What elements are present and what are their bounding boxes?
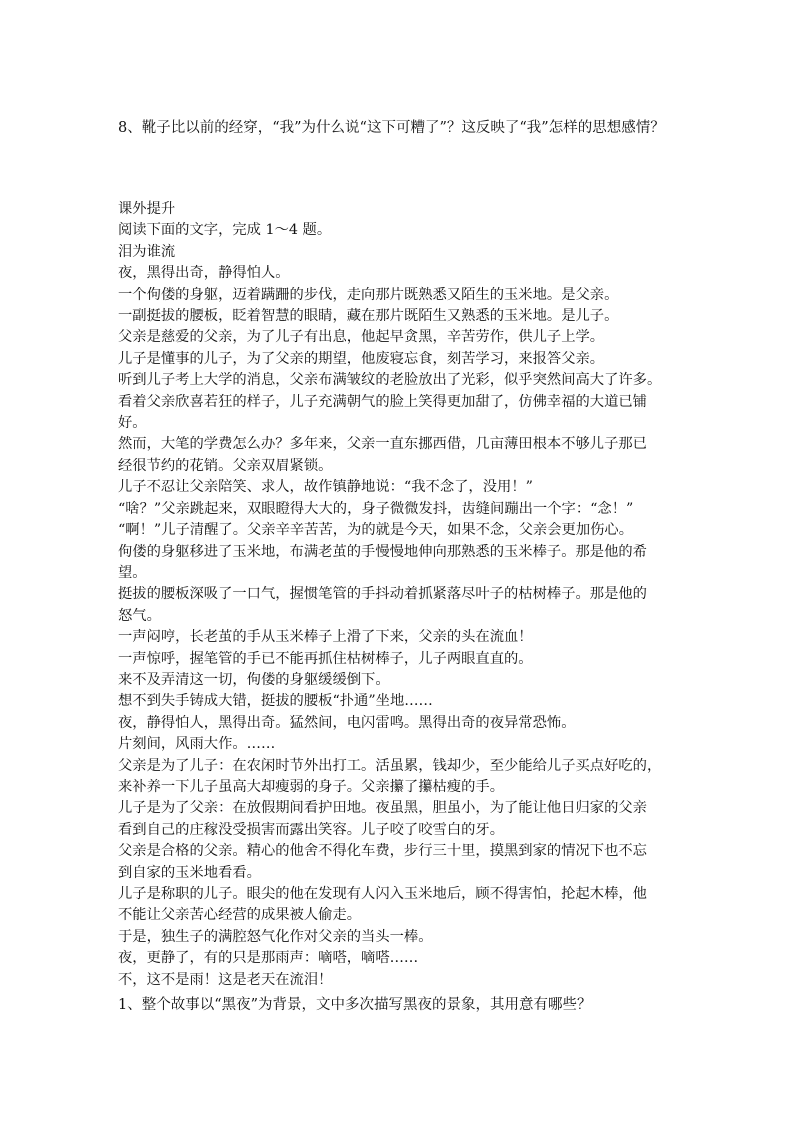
story-line: 夜，静得怕人，黑得出奇。猛然间，电闪雷鸣。黑得出奇的夜异常恐怖。 [118,714,576,731]
story-line: 不能让父亲苦心经营的成果被人偷走。 [118,907,362,924]
story-line: 来不及弄清这一切，佝偻的身躯缓缓倒下。 [118,671,390,688]
story-line: 听到儿子考上大学的消息，父亲布满皱纹的老脸放出了光彩，似乎突然间高大了许多。 [118,372,662,389]
story-line: 夜，更静了，有的只是那雨声：嘀嗒，嘀嗒…… [118,950,419,967]
story-line: 佝偻的身躯移进了玉米地，布满老茧的手慢慢地伸向那熟悉的玉米棒子。那是他的希 [118,543,647,560]
question-8: 8、靴子比以前的经穿，“我”为什么说“这下可糟了”？这反映了“我”怎样的思想感情？ [118,120,665,136]
story-line: “啥？”父亲跳起来，双眼瞪得大大的，身子微微发抖，齿缝间蹦出一个字：“念！” [118,500,634,517]
story-line: 望。 [118,564,147,581]
story-line: 挺拔的腰板深吸了一口气，握惯笔管的手抖动着抓紧落尽叶子的枯树棒子。那是他的 [118,586,647,603]
story-line: 想不到失手铸成大错，挺拔的腰板“扑通”坐地…… [118,693,433,710]
story-line: 儿子是称职的儿子。眼尖的他在发现有人闪入玉米地后，顾不得害怕，抡起木棒，他 [118,886,647,902]
story-body [118,263,678,991]
story-line: 父亲是合格的父亲。精心的他舍不得化车费，步行三十里，摸黑到家的情况下也不忘 [118,843,647,860]
story-line: 儿子不忍让父亲陪笑、求人，故作镇静地说：“我不念了，没用！” [118,479,533,496]
story-line: 片刻间，风雨大作。…… [118,736,276,753]
question-1: 1、整个故事以“黑夜”为背景，文中多次描写黑夜的景象，其用意有哪些？ [118,997,592,1013]
story-line: 怒气。 [118,607,161,624]
story-line: 一副挺拔的腰板，眨着智慧的眼睛，藏在那片既陌生又熟悉的玉米地。是儿子。 [118,308,619,325]
story-line: 到自家的玉米地看看。 [118,864,261,881]
story-line: 儿子是懂事的儿子，为了父亲的期望，他废寝忘食，刻苦学习，来报答父亲。 [118,350,605,367]
section-instruction: 阅读下面的文字，完成 1～4 题。 [118,222,332,239]
story-line: 不，这不是雨！这是老天在流泪！ [118,971,333,988]
story-line: 好。 [118,415,147,432]
story-line: 看着父亲欣喜若狂的样子，儿子充满朝气的脸上笑得更加甜了，仿佛幸福的大道已铺 [118,393,647,410]
story-line: 一声闷哼，长老茧的手从玉米棒子上滑了下来，父亲的头在流血！ [118,629,533,646]
story-line: 父亲是为了儿子：在农闲时节外出打工。活虽累，钱却少，至少能给儿子买点好吃的， [118,757,662,774]
story-line: “啊！”儿子清醒了。父亲辛辛苦苦，为的就是今天，如果不念，父亲会更加伤心。 [118,522,634,539]
story-line: 看到自己的庄稼没受损害而露出笑容。儿子咬了咬雪白的牙。 [118,821,505,838]
story-line: 一声惊呼，握笔管的手已不能再抓住枯树棒子，儿子两眼直直的。 [118,650,533,667]
story-line: 儿子是为了父亲：在放假期间看护田地。夜虽黑，胆虽小，为了能让他日归家的父亲 [118,800,647,817]
story-line: 一个佝偻的身躯，迈着蹒跚的步伐，走向那片既熟悉又陌生的玉米地。是父亲。 [118,286,619,303]
story-title: 泪为谁流 [118,243,176,260]
story-line: 经很节约的花销。父亲双眉紧锁。 [118,457,333,474]
reading-section [118,199,678,991]
story-line: 父亲是慈爱的父亲，为了儿子有出息，他起早贪黑，辛苦劳作，供儿子上学。 [118,329,605,346]
story-line: 于是，独生子的满腔怒气化作对父亲的当头一棒。 [118,928,433,945]
story-line: 夜，黑得出奇，静得怕人。 [118,265,290,282]
story-line: 来补养一下儿子虽高大却瘦弱的身子。父亲攥了攥枯瘦的手。 [118,778,505,795]
story-line: 然而，大笔的学费怎么办？多年来，父亲一直东挪西借，几亩薄田根本不够儿子那已 [118,436,647,453]
section-heading: 课外提升 [118,201,176,217]
